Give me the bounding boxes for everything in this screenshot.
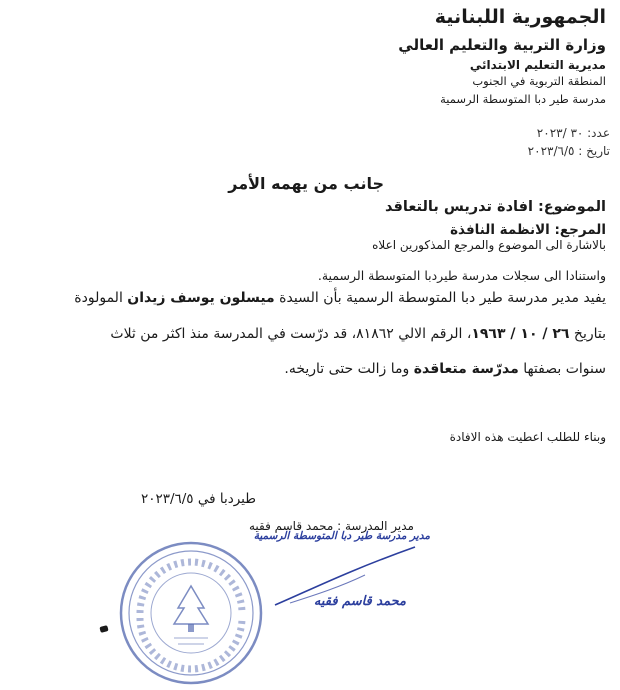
signature-name: محمد قاسم فقيه (313, 594, 406, 609)
stamp-title: مدير مدرسة طير دبا المتوسطة الرسمية (253, 530, 430, 542)
body-text: سنوات بصفتها (518, 361, 606, 377)
teacher-name: ميسلون يوسف زيدان (127, 290, 275, 306)
body-line-1 (74, 290, 606, 306)
republic-heading: الجمهورية اللبنانية (434, 6, 606, 28)
body-text: بتاريخ (569, 326, 606, 342)
directorate-heading: مديرية التعليم الابتدائي (469, 58, 606, 72)
reference-line: المرجع: الانظمة النافذة (450, 222, 606, 238)
signatory-label: مدير المدرسة : محمد قاسم فقيه (248, 519, 414, 533)
subject-line: الموضوع: افادة تدريس بالتعاقد (385, 199, 606, 215)
ink-mark (99, 625, 108, 633)
body-text: وما زالت حتى تاريخه. (284, 361, 414, 377)
ministry-heading: وزارة التربية والتعليم العالي (398, 36, 606, 54)
school-heading: مدرسة طير دبا المتوسطة الرسمية (440, 92, 606, 106)
body-line-3 (284, 361, 606, 377)
region-heading: المنطقة التربوية في الجنوب (472, 74, 606, 88)
official-seal-icon (116, 538, 266, 688)
place-date: طيردبا في ٢٠٢٣/٦/٥ (140, 491, 256, 507)
closing-line: وبناء للطلب اعطيت هذه الافادة (449, 430, 606, 444)
document-date: تاريخ : ٢٠٢٣/٦/٥ (527, 144, 610, 158)
intro-paragraph-1: بالاشارة الى الموضوع والمرجع المذكورين اعلاه (372, 238, 606, 252)
body-text: المولودة (74, 290, 128, 306)
teacher-role: مدرّسة متعاقدة (413, 361, 519, 377)
intro-paragraph-2: واستنادا الى سجلات مدرسة طيردبا المتوسطة الرسمية. (317, 268, 606, 283)
body-text: يفيد مدير مدرسة طير دبا المتوسطة الرسمية بأن السيدة (274, 290, 606, 306)
birth-date: ٢٦ / ١٠ / ١٩٦٣ (471, 326, 570, 342)
body-text: ، الرقم الالي ٨١٨٦٢، قد درّست في المدرسة منذ اكثر من ثلاث (110, 326, 472, 342)
handwritten-signature-icon (270, 545, 420, 615)
document-number: عدد: ٣٠ /٢٠٢٣ (536, 126, 610, 140)
body-line-2 (110, 326, 606, 342)
addressee: جانب من يهمه الأمر (228, 174, 384, 193)
